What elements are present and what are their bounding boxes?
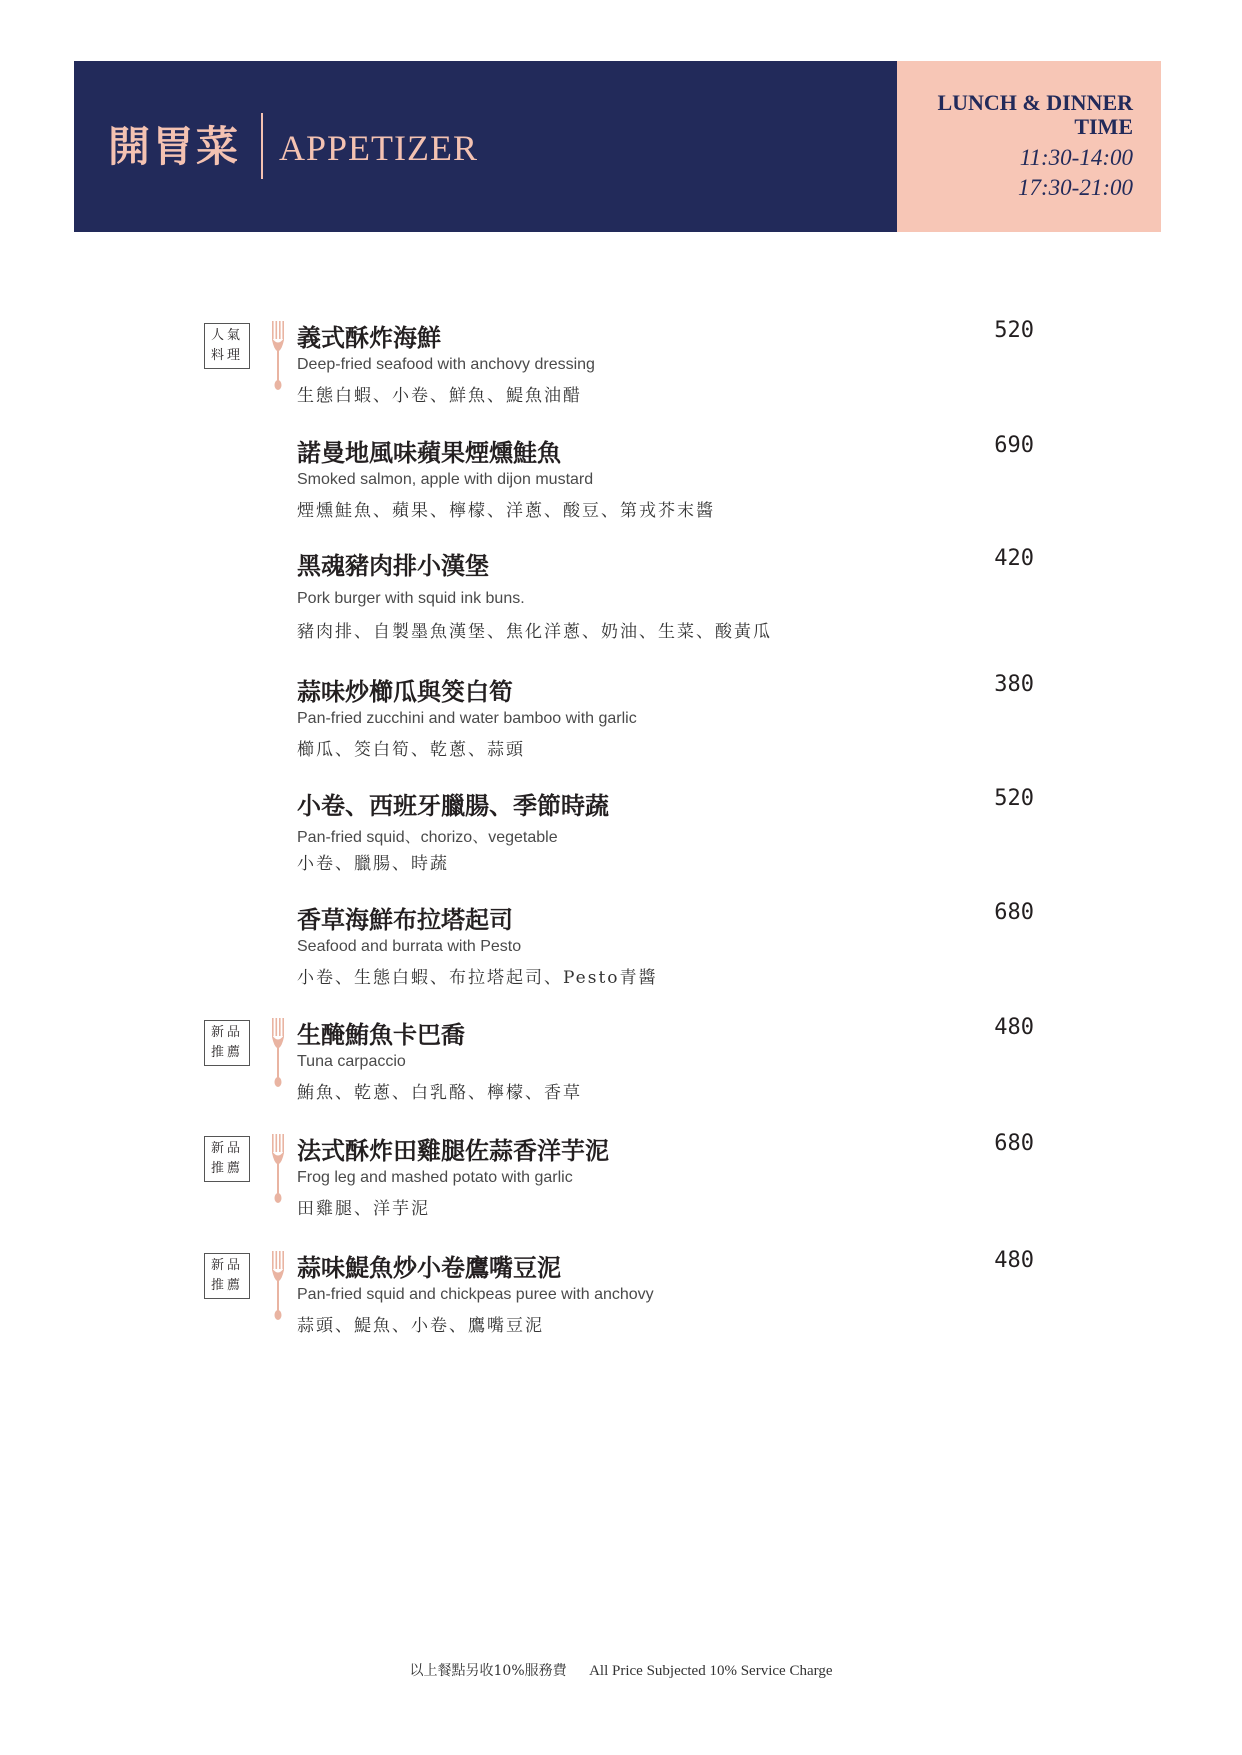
dish-description: Seafood and burrata with Pesto: [297, 938, 522, 955]
new-item-badge: [204, 1253, 250, 1299]
dish-price: 480: [994, 1248, 1034, 1273]
menu-item: [0, 546, 1242, 646]
menu-item: [0, 786, 1242, 886]
dish-description: Tuna carpaccio: [297, 1053, 406, 1070]
dinner-hours: 17:30-21:00: [1018, 175, 1133, 200]
hours-title-line1: LUNCH & DINNER: [937, 90, 1133, 115]
dish-ingredients: 煙燻鮭魚、蘋果、檸檬、洋蔥、酸豆、第戎芥末醬: [297, 501, 715, 521]
dish-name: 法式酥炸田雞腿佐蒜香洋芋泥: [297, 1136, 609, 1165]
badge-label-bottom: 推薦: [210, 1161, 243, 1176]
badge-label-bottom: 推薦: [210, 1045, 243, 1060]
dish-description: Pork burger with squid ink buns.: [297, 590, 525, 607]
dish-name: 生醃鮪魚卡巴喬: [297, 1020, 465, 1049]
service-charge-note: [0, 1660, 1242, 1680]
dish-ingredients: 鮪魚、乾蔥、白乳酪、檸檬、香草: [297, 1083, 582, 1103]
section-title-zh: 開胃菜: [108, 122, 241, 171]
badge-label-bottom: 料理: [210, 348, 243, 363]
dish-name: 小卷、西班牙臘腸、季節時蔬: [297, 791, 609, 820]
dish-description: Smoked salmon, apple with dijon mustard: [297, 471, 594, 488]
dish-price: 380: [994, 672, 1034, 697]
menu-item: [0, 433, 1242, 533]
menu-item: [0, 672, 1242, 772]
dish-name: 香草海鮮布拉塔起司: [297, 905, 513, 934]
dish-description: Pan-fried squid and chickpeas puree with anchovy: [297, 1286, 654, 1303]
dish-name: 義式酥炸海鮮: [297, 323, 441, 352]
menu-item: [0, 1248, 1242, 1348]
hours-title-line2: TIME: [1074, 114, 1133, 139]
dish-name: 蒜味鯷魚炒小卷鷹嘴豆泥: [297, 1253, 561, 1282]
menu-item: [0, 1131, 1242, 1231]
section-title-en: APPETIZER: [279, 128, 479, 168]
badge-label-bottom: 推薦: [210, 1278, 243, 1293]
dish-ingredients: 櫛瓜、筊白筍、乾蔥、蒜頭: [297, 740, 525, 760]
dish-description: Deep-fried seafood with anchovy dressing: [297, 356, 595, 373]
dish-price: 520: [994, 786, 1034, 811]
badge-label-top: 新品: [210, 1025, 243, 1040]
service-charge-en: All Price Subjected 10% Service Charge: [589, 1663, 833, 1679]
menu-item: [0, 1015, 1242, 1115]
dish-price: 480: [994, 1015, 1034, 1040]
fork-icon: [270, 1134, 286, 1204]
badge-label-top: 人氣: [210, 328, 243, 343]
popular-badge: [204, 323, 250, 369]
menu-item: [0, 900, 1242, 1000]
dish-ingredients: 蒜頭、鯷魚、小卷、鷹嘴豆泥: [297, 1316, 544, 1336]
badge-label-top: 新品: [210, 1258, 243, 1273]
badge-label-top: 新品: [210, 1141, 243, 1156]
dish-price: 520: [994, 318, 1034, 343]
new-item-badge: [204, 1136, 250, 1182]
lunch-hours: 11:30-14:00: [1019, 145, 1133, 170]
dish-description: Pan-fried zucchini and water bamboo with garlic: [297, 710, 637, 727]
service-charge-zh: 以上餐點另收10%服務費: [409, 1663, 567, 1679]
dish-name: 諾曼地風味蘋果煙燻鮭魚: [297, 438, 561, 467]
menu-item: [0, 318, 1242, 418]
dish-name: 蒜味炒櫛瓜與筊白筍: [297, 677, 513, 706]
dish-price: 680: [994, 900, 1034, 925]
fork-icon: [270, 1018, 286, 1088]
dish-ingredients: 田雞腿、洋芋泥: [297, 1199, 430, 1219]
dish-price: 680: [994, 1131, 1034, 1156]
dish-ingredients: 小卷、生態白蝦、布拉塔起司、Pesto青醬: [297, 968, 658, 988]
fork-icon: [270, 321, 286, 391]
new-item-badge: [204, 1020, 250, 1066]
dish-price: 690: [994, 433, 1034, 458]
dish-price: 420: [994, 546, 1034, 571]
dish-name: 黑魂豬肉排小漢堡: [297, 551, 489, 580]
dish-ingredients: 豬肉排、自製墨魚漢堡、焦化洋蔥、奶油、生菜、酸黃瓜: [297, 622, 772, 642]
dish-description: Frog leg and mashed potato with garlic: [297, 1169, 573, 1186]
dish-ingredients: 小卷、臘腸、時蔬: [297, 854, 449, 874]
fork-icon: [270, 1251, 286, 1321]
dish-ingredients: 生態白蝦、小卷、鮮魚、鯷魚油醋: [297, 386, 582, 406]
dish-description: Pan-fried squid、chorizo、vegetable: [297, 829, 558, 846]
